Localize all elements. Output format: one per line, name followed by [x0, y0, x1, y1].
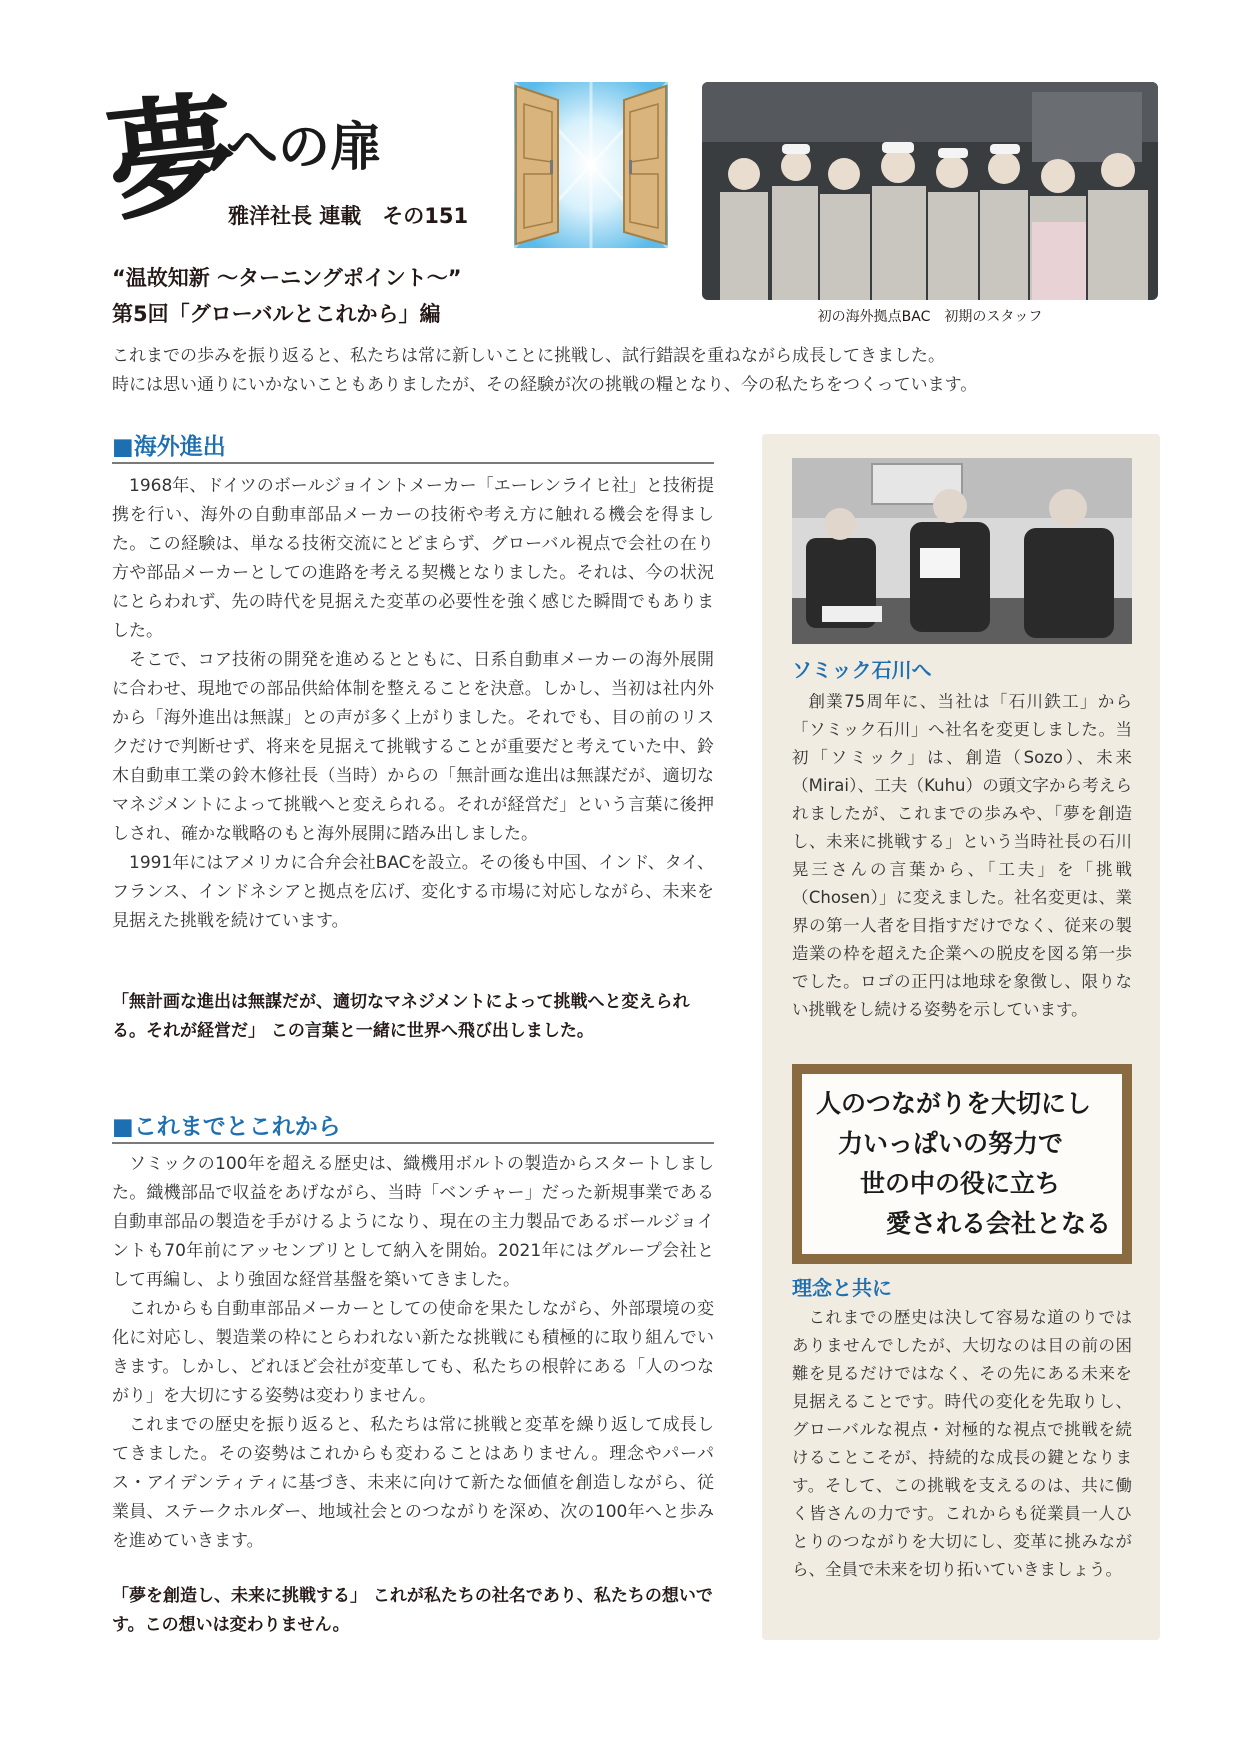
logo-kanji: 夢: [100, 77, 240, 240]
company-motto-board: [792, 1064, 1132, 1264]
sidebar-heading-philosophy: 理念と共に: [792, 1276, 892, 1300]
paragraph: これからも自動車部品メーカーとしての使命を果たしながら、外部環境の変化に対応し、製造業の枠にとらわれない新たな挑戦にも積極的に取り組んでいきます。しかし、どれほど会社が変革しても、私たちの根幹にある「人のつながり」を大切にする姿勢は変わりません。: [112, 1299, 714, 1406]
heading-text: これまでとこれから: [133, 1114, 341, 1140]
motto-line: 力いっぱいの努力で: [838, 1129, 1064, 1158]
paragraph: そこで、コア技術の開発を進めるとともに、日系自動車メーカーの海外展開に合わせ、現地での部品供給体制を整えることを決意。しかし、当初は社内外から「海外進出は無謀」との声が多く上がりました。それでも、目の前のリスクだけで判断せず、将来を見据えて挑戦することが重要だと考えていた中、鈴木自動車工業の鈴木修社長（当時）からの「無計画な進出は無謀だが、適切なマネジメントによって挑戦へと変えられる。それが経営だ」という言葉に後押しされ、確かな戦略のもと海外展開に踏み出しました。: [112, 650, 714, 844]
sidebar-text-somic: [792, 688, 1132, 1024]
section-divider: [112, 462, 714, 464]
motto-line: 人のつながりを大切にし: [816, 1089, 1092, 1118]
meeting-photo: [792, 458, 1132, 644]
series-label: 雅洋社長 連載 その151: [228, 204, 469, 228]
intro-line: 時には思い通りにいかないこともありましたが、その経験が次の挑戦の糧となり、今の私たちをつくっています。: [112, 375, 978, 395]
motto-line: 愛される会社となる: [886, 1209, 1112, 1238]
heading-square-mark: ■: [112, 1114, 134, 1140]
paragraph: 1968年、ドイツのボールジョイントメーカー「エーレンライヒ社」と技術提携を行い、海外の自動車部品メーカーの技術や考え方に触れる機会を得ました。この経験は、単なる技術交流にとどまらず、グローバル視点で会社の在り方や部品メーカーとしての進路を考える契機となりました。それは、今の状況にとらわれず、先の時代を見据えた変革の必要性を強く感じた瞬間でもありました。: [112, 476, 714, 641]
photo-caption: 初の海外拠点BAC 初期のスタッフ: [817, 309, 1043, 325]
article-subtitle: 第5回「グローバルとこれから」編: [112, 302, 441, 326]
open-door-illustration: [514, 82, 668, 248]
sidebar-text-philosophy: [792, 1304, 1132, 1584]
emphasis-statement: 「無計画な進出は無謀だが、適切なマネジメントによって挑戦へと変えられる。それが経営だ」 この言葉と一緒に世界へ飛び出しました。: [112, 992, 690, 1041]
motto-line: 世の中の役に立ち: [860, 1169, 1061, 1198]
paragraph: これまでの歴史は決して容易な道のりではありませんでしたが、大切なのは目の前の困難を見るだけではなく、その先にある未来を見据えることです。時代の変化を先取りし、グローバルな視点・対極的な視点で挑戦を続けることこそが、持続的な成長の鍵となります。そして、この挑戦を支えるのは、共に働く皆さんの力です。これからも従業員一人ひとりのつながりを大切にし、変革に挑みながら、全員で未来を切り拓いていきましょう。: [792, 1308, 1132, 1579]
article-quote-title: “温故知新 ～ターニングポイント～”: [112, 266, 462, 290]
heading-text: 海外進出: [133, 434, 226, 460]
section-heading-future: [112, 1108, 341, 1141]
section-divider: [112, 1142, 714, 1144]
heading-square-mark: ■: [112, 434, 134, 460]
paragraph: ソミックの100年を超える歴史は、織機用ボルトの製造からスタートしました。織機部品で収益をあげながら、当時「ベンチャー」だった新規事業である自動車部品の製造を手がけるようになり、現在の主力製品であるボールジョイントも70年前にアッセンブリとして納入を開始。2021年にはグループ会社として再編し、より強固な経営基盤を築いてきました。: [112, 1154, 714, 1290]
intro-text: [112, 342, 1152, 400]
paragraph: これまでの歴史を振り返ると、私たちは常に挑戦と変革を繰り返して成長してきました。その姿勢はこれからも変わることはありません。理念やパーパス・アイデンティティに基づき、未来に向けて新たな価値を創造しながら、従業員、ステークホルダー、地域社会とのつながりを深め、次の100年へと歩みを進めていきます。: [112, 1415, 714, 1551]
paragraph: 創業75周年に、当社は「石川鉄工」から「ソミック石川」へ社名を変更しました。当初「ソミック」は、創造（Sozo）、未来（Mirai）、工夫（Kuhu）の頭文字から考えられましたが、これまでの歩みや、「夢を創造し、未来に挑戦する」という当時社長の石川晃三さんの言葉から、「工夫」を「挑戦（Chosen）」に変えました。社名変更は、業界の第一人者を目指すだけでなく、従来の製造業の枠を超えた企業への脱皮を図る第一歩でした。ロゴの正円は地球を象徴し、限りない挑戦をし続ける姿勢を示しています。: [792, 692, 1132, 1019]
section-heading-overseas: [112, 428, 226, 461]
emphasis-statement: 「夢を創造し、未来に挑戦する」 これが私たちの社名であり、私たちの想いです。この想いは変わりません。: [112, 1586, 713, 1635]
section-body-overseas: [112, 472, 714, 936]
paragraph: 1991年にはアメリカに合弁会社BACを設立。その後も中国、インド、タイ、フランス、インドネシアと拠点を広げ、変化する市場に対応しながら、未来を見据えた挑戦を続けています。: [112, 853, 714, 931]
staff-group-photo: [702, 82, 1158, 300]
intro-line: これまでの歩みを振り返ると、私たちは常に新しいことに挑戦し、試行錯誤を重ねながら成長してきました。: [112, 346, 945, 366]
logo-title: への扉: [226, 117, 383, 178]
section-body-future: [112, 1150, 714, 1556]
sidebar-heading-somic: ソミック石川へ: [792, 658, 932, 682]
